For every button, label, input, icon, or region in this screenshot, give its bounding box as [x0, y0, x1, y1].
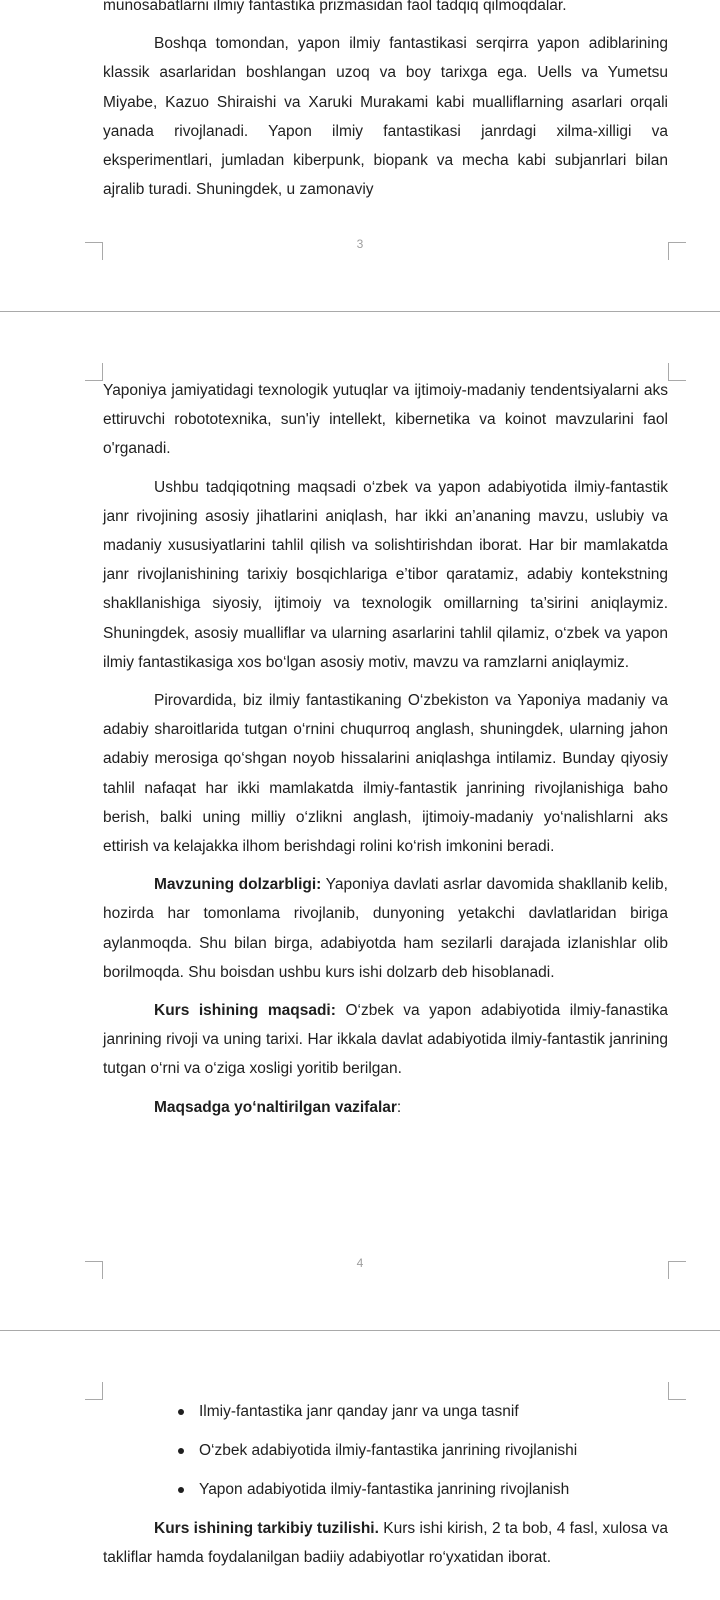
paragraph	[103, 870, 668, 987]
list-item: Yapon adabiyotida ilmiy-fantastika janrining rivojlanish	[103, 1475, 668, 1504]
paragraph	[103, 1093, 668, 1122]
heading-tasks: Maqsadga yo‘naltirilgan vazifalar	[154, 1098, 397, 1116]
bullet-icon	[178, 1487, 184, 1493]
paragraph-text: :	[396, 1098, 402, 1116]
margin-corner	[85, 1382, 103, 1400]
task-list	[103, 1397, 668, 1505]
page-separator	[0, 311, 720, 312]
bullet-icon	[178, 1448, 184, 1454]
paragraph: Yaponiya jamiyatidagi texnologik yutuqlar va ijtimoiy-madaniy tendentsiyalarni aks ettiruvchi robototexnika, sun'iy intellekt, kibernetika va koinot mavzularini faol o'rganadi.	[103, 382, 668, 458]
heading-goal: Kurs ishining maqsadi:	[154, 1002, 336, 1020]
margin-corner	[668, 1382, 686, 1400]
paragraph-text: O‘zbek va yapon adabiyotida ilmiy-fanastika janrining rivoji va uning tarixi. Har ikkala davlat adabiyotida ilmiy-fantastik janrining tutgan o‘rni va o‘ziga xosligi yoritib berilgan.	[103, 1002, 668, 1078]
paragraph-text: Kurs ishi kirish, 2 ta bob, 4 fasl, xulosa va takliflar hamda foydalanilgan badiiy adabiyotlar ro‘yxatidan iborat.	[103, 1519, 668, 1566]
page-5-text	[103, 1397, 668, 1572]
page-4-text	[103, 376, 668, 1122]
paragraph	[103, 1514, 668, 1572]
page-3-text	[103, 0, 668, 204]
page-separator	[0, 1330, 720, 1331]
margin-corner	[668, 363, 686, 381]
paragraph: munosabatlarni ilmiy fantastika prizmasidan faol tadqiq qilmoqdalar.	[103, 0, 567, 14]
paragraph: Pirovardida, biz ilmiy fantastikaning O‘zbekiston va Yaponiya madaniy va adabiy sharoitlarida tutgan o‘rnini chuqurroq anglash, shuningdek, ularning jahon adabiy merosiga qo‘shgan noyob hissalarini aniqlashga intilamiz. Bunday qiyosiy tahlil nafaqat har ikki mamlakatda ilmiy-fantastik janrining rivojlanishiga baho berish, balki uning milliy o‘zlikni anglash, ijtimoiy-madaniy yo‘nalishlarni aks ettirish va kelajakka ilhom berishdagi rolini ko‘rish imkonini beradi.	[103, 692, 668, 856]
bullet-icon	[178, 1409, 184, 1415]
paragraph-text: Yaponiya davlati asrlar davomida shakllanib kelib, hozirda har tomonlama rivojlanib, dunyoning yetakchi davlatlaridan biriga aylanmoqda. Shu bilan birga, adabiyotda ham sezilarli darajada izlanishlar olib borilmoqda. Shu boisdan ushbu kurs ishi dolzarb deb hisoblanadi.	[103, 876, 668, 981]
page-number: 4	[356, 1256, 364, 1270]
page-number: 3	[356, 237, 364, 251]
paragraph: Ushbu tadqiqotning maqsadi o‘zbek va yapon adabiyotida ilmiy-fantastik janr rivojining asosiy jihatlarini aniqlash, har ikki an’ananing mavzu, uslubiy va madaniy xususiyatlarini tahlil qilish va solishtirishdan iborat. Har bir mamlakatda janr rivojlanishining tarixiy bosqichlariga e’tibor qaratamiz, adabiy kontekstning shakllanishiga siyosiy, ijtimoiy va texnologik omillarning ta’sirini aniqlaymiz. Shuningdek, asosiy mualliflar va ularning asarlarini tahlil qilamiz, o‘zbek va yapon ilmiy fantastikasiga xos bo‘lgan asosiy motiv, mavzu va ramzlarni aniqlaymiz.	[103, 478, 668, 671]
paragraph: Boshqa tomondan, yapon ilmiy fantastikasi serqirra yapon adiblarining klassik asarlaridan boshlangan uzoq va boy tarixga ega. Uells va Yumetsu Miyabe, Kazuo Shiraishi va Xaruki Murakami kabi mualliflarning asarlari orqali yanada rivojlanadi. Yapon ilmiy fantastikasi janrdagi xilma-xilligi va eksperimentlari, jumladan kiberpunk, biopank va mecha kabi subjanrlari bilan ajralib turadi. Shuningdek, u zamonaviy	[103, 35, 668, 199]
margin-corner	[85, 363, 103, 381]
list-item: O‘zbek adabiyotida ilmiy-fantastika janrining rivojlanishi	[103, 1436, 668, 1465]
list-item: Ilmiy-fantastika janr qanday janr va unga tasnif	[103, 1397, 668, 1426]
heading-structure: Kurs ishining tarkibiy tuzilishi.	[154, 1519, 379, 1537]
paragraph	[103, 996, 668, 1084]
heading-relevance: Mavzuning dolzarbligi:	[154, 876, 322, 894]
